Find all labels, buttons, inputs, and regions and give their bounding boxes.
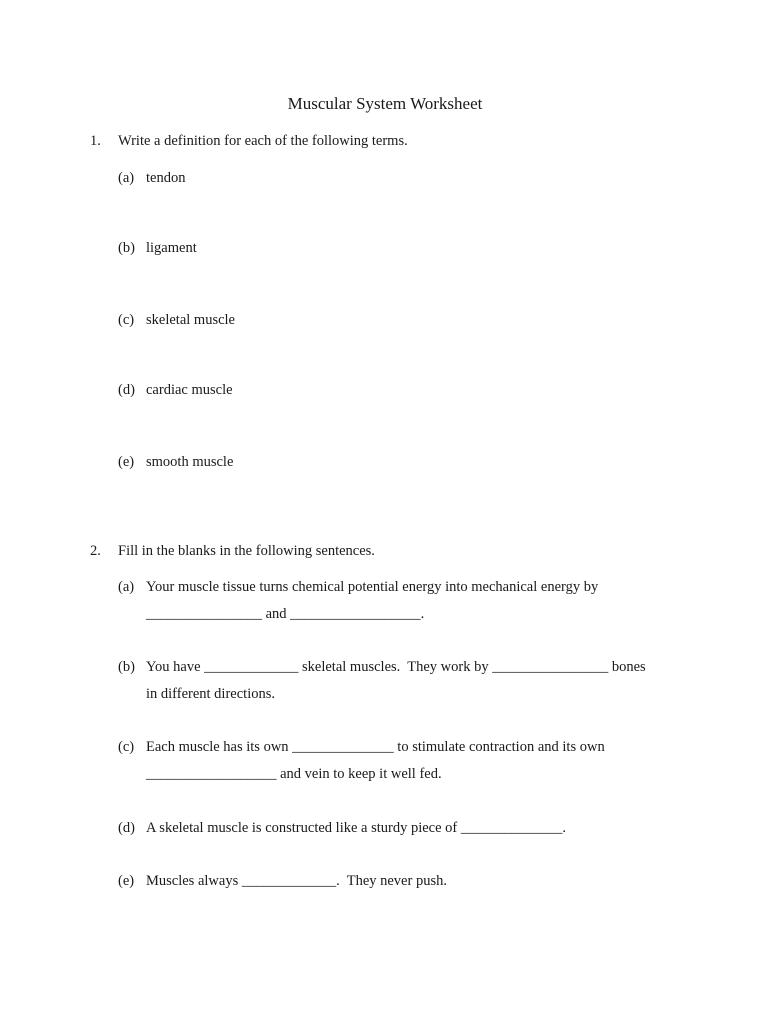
question-2-number: 2.: [90, 543, 101, 559]
q2-item-c-label: (c): [118, 739, 135, 755]
q2-item-a-line1: Your muscle tissue turns chemical potential energy into mechanical energy by: [146, 579, 599, 595]
q1-item-e-label: (e): [118, 454, 135, 470]
q1-item-a-label: (a): [118, 170, 135, 186]
q1-item-c-label: (c): [118, 312, 135, 328]
question-1-number: 1.: [90, 133, 101, 149]
q1-item-e-term: smooth muscle: [146, 454, 234, 470]
q1-item-d-label: (d): [118, 382, 135, 398]
question-2-prompt: Fill in the blanks in the following sentences.: [118, 543, 375, 559]
q1-item-a-term: tendon: [146, 170, 186, 186]
q1-item-b-term: ligament: [146, 240, 197, 256]
q2-item-d-line1: A skeletal muscle is constructed like a sturdy piece of ______________.: [146, 820, 567, 836]
q2-item-b-line2: in different directions.: [146, 686, 275, 702]
question-1-prompt: Write a definition for each of the following terms.: [118, 133, 408, 149]
q2-item-b-line1: You have _____________ skeletal muscles. They work by ________________ bones: [146, 659, 646, 675]
q1-item-b-label: (b): [118, 240, 135, 256]
q2-item-e-label: (e): [118, 873, 135, 889]
q1-item-d-term: cardiac muscle: [146, 382, 233, 398]
q2-item-a-label: (a): [118, 579, 135, 595]
q2-item-e-line1: Muscles always _____________. They never push.: [146, 873, 447, 889]
q2-item-c-line2: __________________ and vein to keep it well fed.: [146, 766, 442, 782]
q2-item-c-line1: Each muscle has its own ______________ to stimulate contraction and its own: [146, 739, 605, 755]
q2-item-b-label: (b): [118, 659, 135, 675]
q2-item-a-line2: ________________ and __________________.: [146, 606, 425, 622]
page-title: Muscular System Worksheet: [287, 94, 483, 113]
q2-item-d-label: (d): [118, 820, 135, 836]
q1-item-c-term: skeletal muscle: [146, 312, 235, 328]
